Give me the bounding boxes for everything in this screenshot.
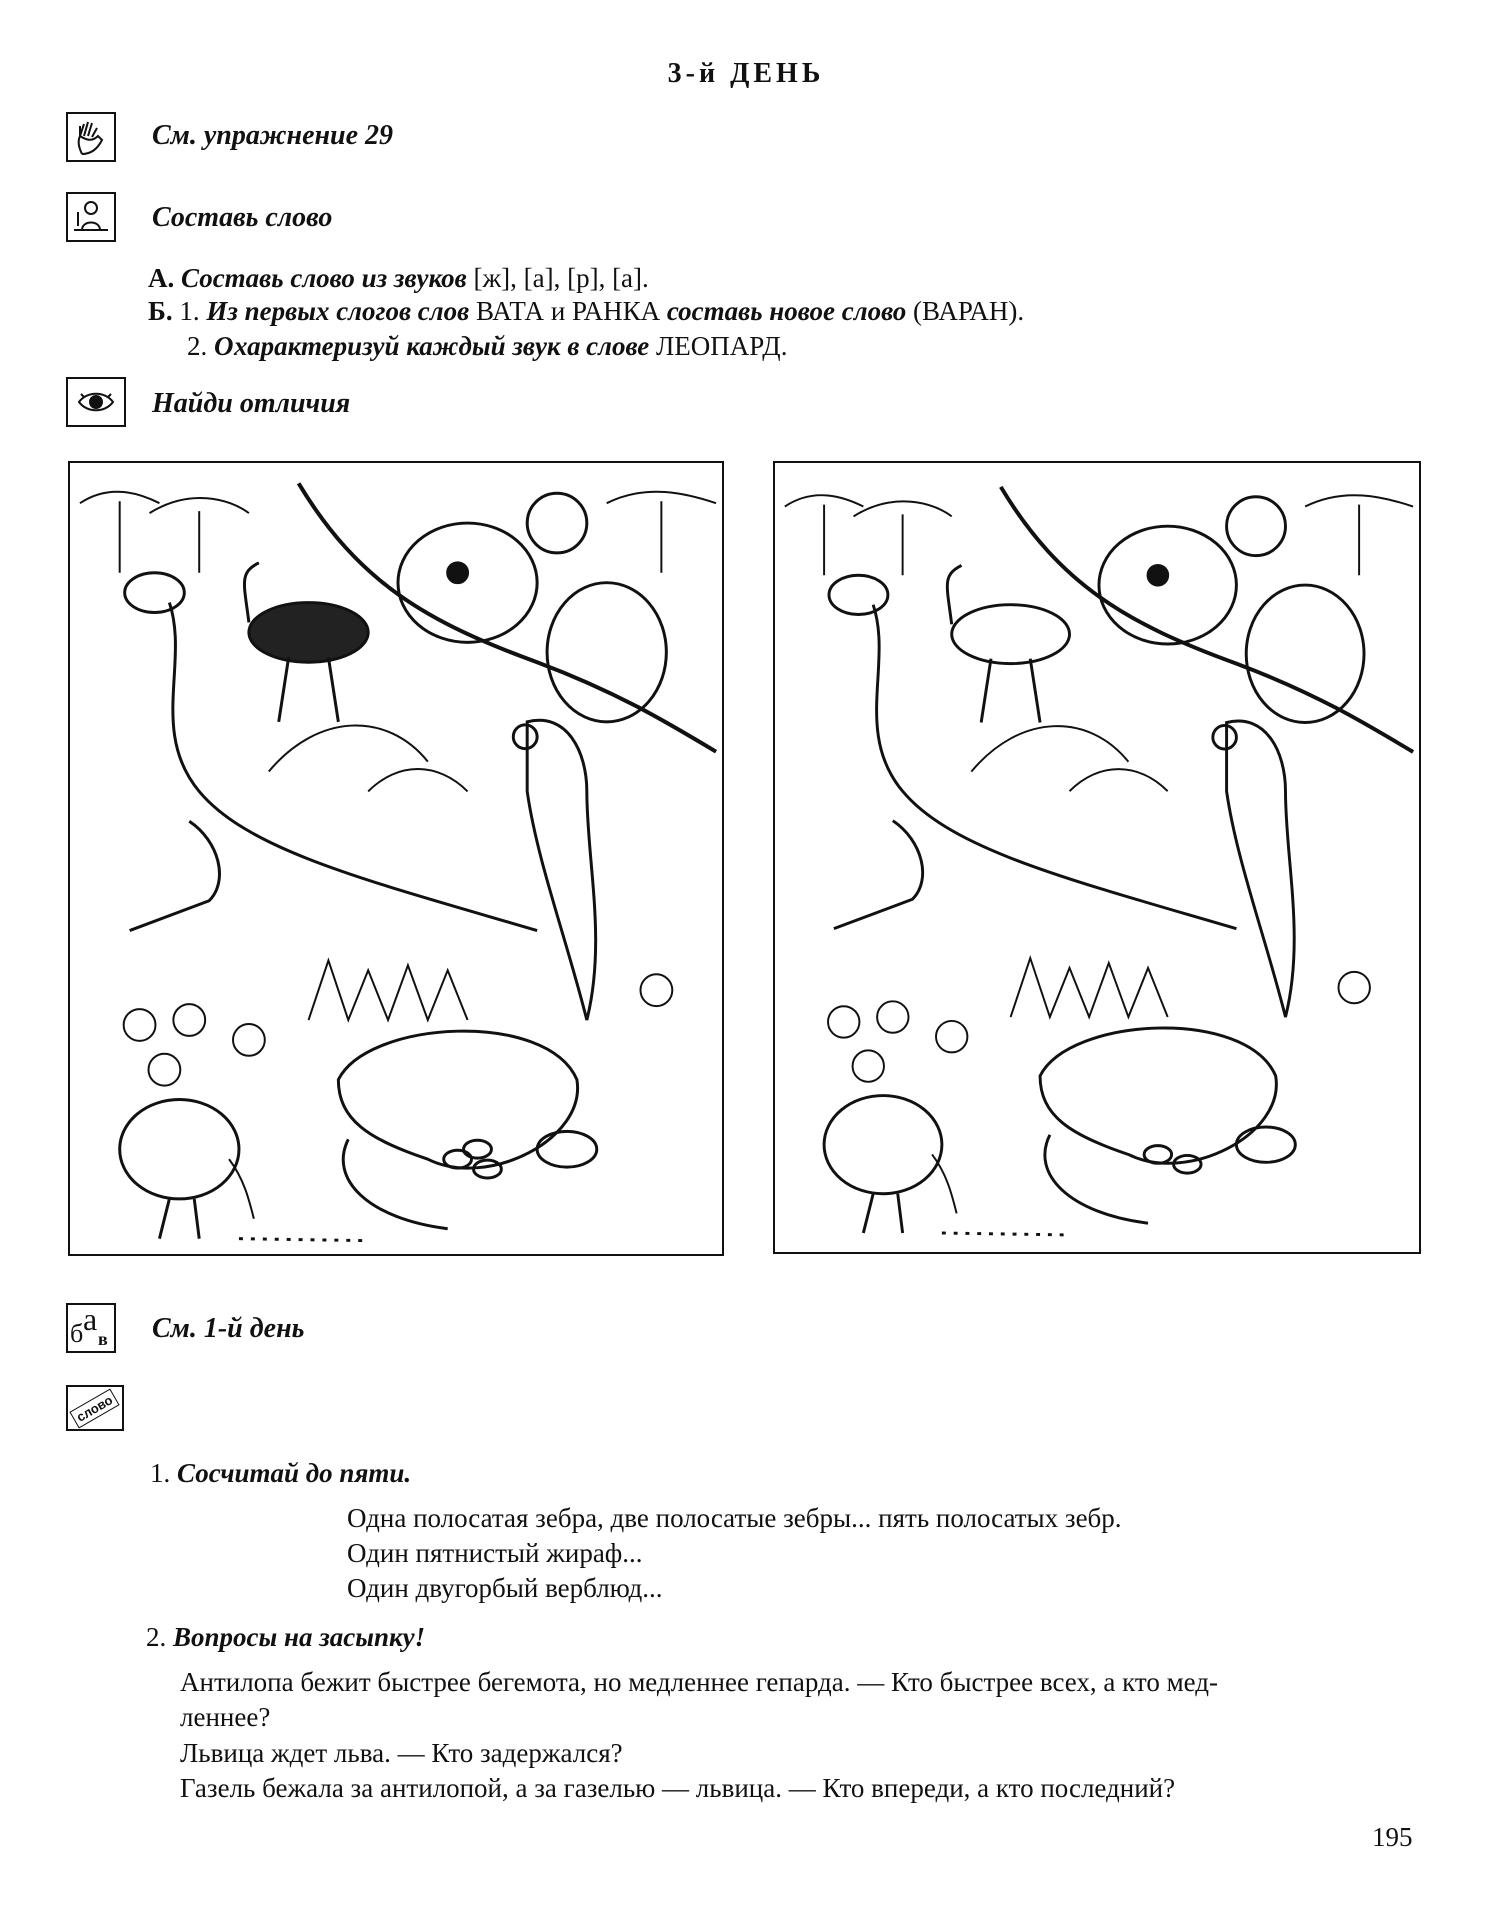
item2-num: 2.: [146, 1622, 167, 1652]
task-a-text: Составь слово из звуков: [181, 263, 467, 293]
letter-a: а: [83, 1301, 98, 1337]
word-tag-icon: [66, 1385, 124, 1431]
count-line: Одна полосатая зебра, две полосатые зебры... пять полосатых зебр.: [347, 1503, 1122, 1533]
question-line: Газель бежала за антилопой, а за газелью — львица. — Кто впереди, а кто последний?: [180, 1773, 1176, 1803]
task-b1-word1: ВАТА: [475, 296, 545, 326]
task-b1-num: 1.: [179, 296, 200, 326]
task-b1-and: и: [550, 296, 566, 326]
page-title: 3-й ДЕНЬ: [667, 58, 825, 89]
letters-abv-icon: [66, 1303, 116, 1353]
left-picture: [68, 461, 724, 1256]
task-b2-num: 2.: [187, 331, 208, 361]
make-word-title: Составь слово: [152, 202, 333, 233]
task-b1-word2: РАНКА: [572, 296, 661, 326]
task-b1: [148, 296, 1024, 327]
item2-heading: [146, 1622, 425, 1653]
tree-icon: [80, 492, 716, 573]
task-a-sounds: [ж], [а], [р], [а].: [473, 263, 649, 293]
page-number: 195: [1372, 1822, 1413, 1852]
task-a-marker: А.: [148, 263, 175, 293]
exercise-ref-title: См. упражнение 29: [152, 120, 394, 151]
word-tag-text: слово: [70, 1388, 120, 1428]
task-b2: [187, 331, 787, 362]
question-line: Львица ждет льва. — Кто задержался?: [180, 1738, 623, 1768]
task-b1-text2: составь новое слово: [666, 296, 907, 326]
question-line: Антилопа бежит быстрее бегемота, но медленнее гепарда. — Кто быстрее всех, а кто мед-: [180, 1667, 1219, 1697]
right-picture: [773, 461, 1421, 1254]
item1-num: 1.: [150, 1458, 171, 1488]
count-line: Один двугорбый верблюд...: [347, 1573, 663, 1603]
first-day-title: См. 1-й день: [152, 1313, 305, 1344]
task-a: [148, 263, 649, 294]
question-line: леннее?: [180, 1702, 271, 1732]
task-b1-answer: (ВАРАН).: [913, 296, 1025, 326]
letter-b: б: [70, 1319, 84, 1348]
child-at-desk-icon: [66, 192, 116, 242]
letter-v: в: [98, 1329, 108, 1349]
task-b1-text: Из первых слогов слов: [206, 296, 470, 326]
task-b2-text: Охарактеризуй каждый звук в слове: [214, 331, 650, 361]
hand-icon: [66, 112, 116, 162]
count-line: Один пятнистый жираф...: [347, 1538, 643, 1568]
item1-heading: [150, 1458, 411, 1489]
eye-icon: [66, 377, 126, 427]
item2-title: Вопросы на засыпку!: [173, 1622, 426, 1652]
task-b-marker: Б.: [148, 296, 173, 326]
item1-title: Сосчитай до пяти.: [177, 1458, 412, 1488]
find-diff-title: Найди отличия: [152, 388, 351, 419]
task-b2-word: ЛЕОПАРД.: [655, 331, 788, 361]
